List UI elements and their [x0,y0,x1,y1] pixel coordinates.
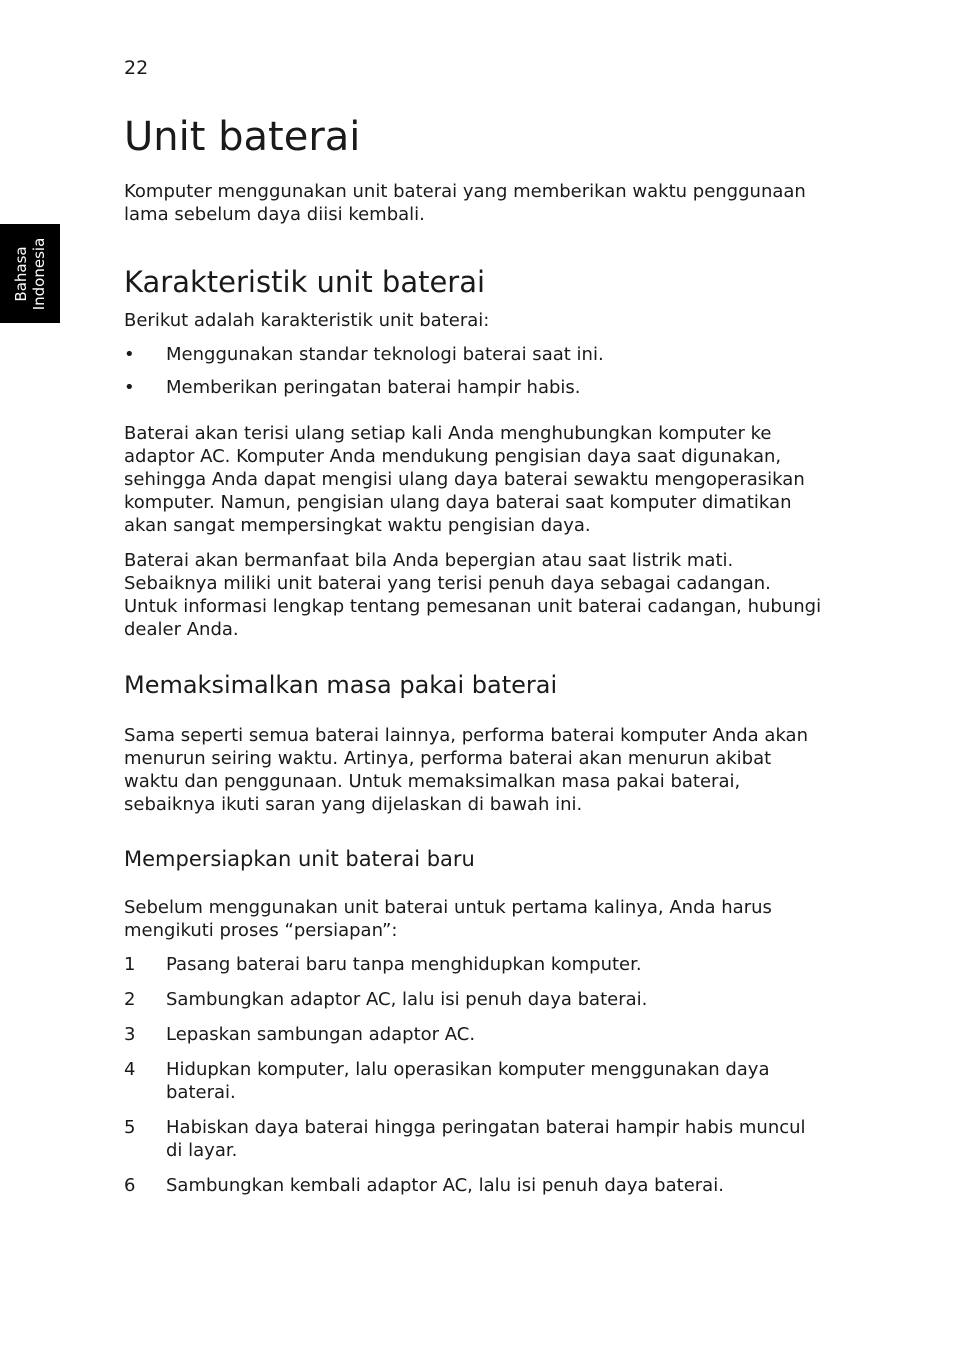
step-text: Habiskan daya baterai hingga peringatan baterai hampir habis muncul di layar. [166,1117,806,1161]
prepare-paragraph: Sebelum menggunakan unit baterai untuk pertama kalinya, Anda harus mengikuti proses “persiapan”: [124,897,772,941]
step-number: 2 [124,989,136,1010]
step-number: 6 [124,1175,136,1196]
step-text: Sambungkan kembali adaptor AC, lalu isi penuh daya baterai. [166,1175,724,1196]
section-heading-maximize: Memaksimalkan masa pakai baterai [124,671,558,699]
list-item [124,953,824,976]
page-title: Unit baterai [124,114,361,160]
characteristics-lead: Berikut adalah karakteristik unit baterai: [124,310,490,331]
characteristics-list [124,343,824,399]
recharge-paragraph: Baterai akan terisi ulang setiap kali Anda menghubungkan komputer ke adaptor AC. Komputer Anda mendukung pengisian daya saat digunakan, sehingga Anda dapat mengisi ulang daya baterai sewaktu mengoperasikan komputer. Namun, pengisian ulang daya baterai saat komputer dimatikan akan sangat mempersingkat waktu pengisian daya. [124,423,805,536]
list-item [124,1116,824,1162]
side-tab-line-1: Bahasa [12,245,30,302]
language-side-tab [0,224,60,323]
section-heading-characteristics: Karakteristik unit baterai [124,265,486,299]
bullet-marker: • [124,344,135,365]
list-item [124,1174,824,1197]
step-text: Lepaskan sambungan adaptor AC. [166,1024,476,1045]
list-item [124,988,824,1011]
list-item [124,343,824,366]
step-number: 5 [124,1117,136,1138]
bullet-marker: • [124,377,135,398]
list-item [124,1023,824,1046]
list-item [124,376,824,399]
side-tab-label [12,237,48,310]
list-item [124,1058,824,1104]
maximize-paragraph: Sama seperti semua baterai lainnya, performa baterai komputer Anda akan menurun seiring waktu. Artinya, performa baterai akan menurun akibat waktu dan penggunaan. Untuk memaksimalkan masa pakai baterai, sebaiknya ikuti saran yang dijelaskan di bawah ini. [124,725,808,815]
page-content [124,110,824,1197]
page-number: 22 [124,57,149,79]
step-text: Sambungkan adaptor AC, lalu isi penuh daya baterai. [166,989,648,1010]
step-text: Hidupkan komputer, lalu operasikan komputer menggunakan daya baterai. [166,1059,770,1103]
intro-paragraph: Komputer menggunakan unit baterai yang memberikan waktu penggunaan lama sebelum daya diisi kembali. [124,181,806,225]
list-item-text: Menggunakan standar teknologi baterai saat ini. [166,344,604,365]
step-number: 4 [124,1059,136,1080]
prepare-steps-list [124,953,824,1197]
step-number: 1 [124,954,136,975]
section-heading-prepare: Mempersiapkan unit baterai baru [124,847,475,871]
step-text: Pasang baterai baru tanpa menghidupkan komputer. [166,954,642,975]
travel-paragraph: Baterai akan bermanfaat bila Anda bepergian atau saat listrik mati. Sebaiknya miliki unit baterai yang terisi penuh daya sebagai cadangan. Untuk informasi lengkap tentang pemesanan unit baterai cadangan, hubungi dealer Anda. [124,550,822,640]
side-tab-line-2: Indonesia [30,237,48,310]
list-item-text: Memberikan peringatan baterai hampir habis. [166,377,581,398]
step-number: 3 [124,1024,136,1045]
